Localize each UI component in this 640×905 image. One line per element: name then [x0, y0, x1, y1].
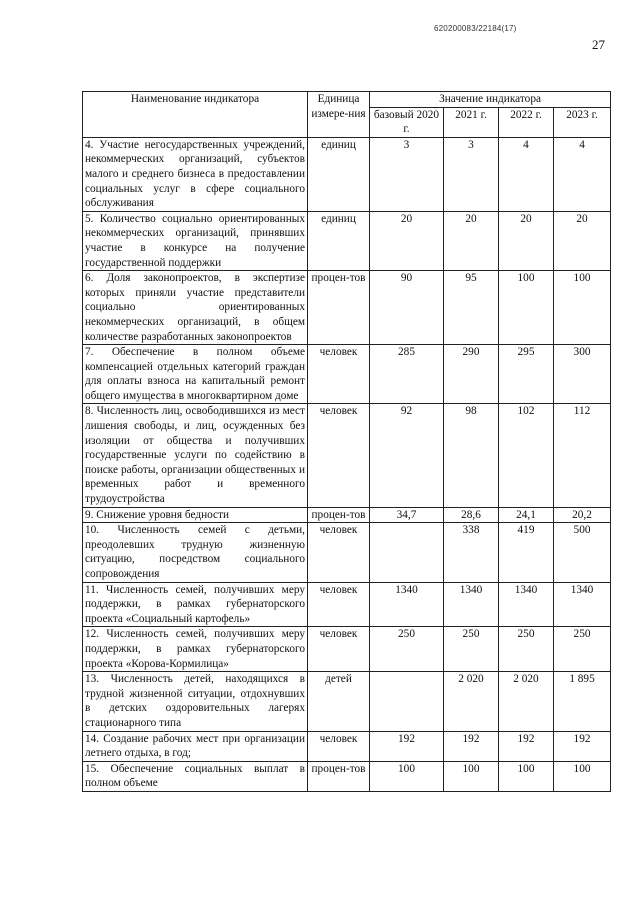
value-2023: 4 — [554, 137, 611, 211]
table-row — [83, 627, 611, 672]
value-2021: 20 — [444, 211, 499, 270]
table-row — [83, 672, 611, 731]
value-2023: 500 — [554, 523, 611, 582]
indicator-name: 12. Численность семей, получивших меру поддержки, в рамках губернаторского проекта «Корова-Кормилица» — [83, 627, 308, 672]
table-row — [83, 582, 611, 627]
header-indicator-name: Наименование индикатора — [83, 92, 308, 138]
value-2021: 192 — [444, 731, 499, 761]
value-2020: 92 — [370, 404, 444, 507]
value-2021: 1340 — [444, 582, 499, 627]
indicator-name: 9. Снижение уровня бедности — [83, 507, 308, 523]
value-2020: 192 — [370, 731, 444, 761]
indicator-name: 8. Численность лиц, освободившихся из мест лишения свободы, и лиц, осужденных без изоляции от общества и получивших государственные услуги по содействию в поиске работы, организации общественных и временных работ и временного трудоустройства — [83, 404, 308, 507]
indicator-unit: человек — [308, 731, 370, 761]
indicator-name: 4. Участие негосударственных учреждений, некоммерческих организаций, субъектов малого и среднего бизнеса в предоставлении социальных услуг в сфере социального обслуживания — [83, 137, 308, 211]
value-2020: 3 — [370, 137, 444, 211]
value-2020: 250 — [370, 627, 444, 672]
value-2020 — [370, 523, 444, 582]
value-2023: 20,2 — [554, 507, 611, 523]
value-2023: 100 — [554, 761, 611, 791]
indicator-name: 5. Количество социально ориентированных некоммерческих организаций, принявших участие в конкурсе на получение государственной поддержки — [83, 211, 308, 270]
value-2022: 100 — [499, 761, 554, 791]
indicator-unit: единиц — [308, 211, 370, 270]
table-row — [83, 523, 611, 582]
page-number: 27 — [592, 37, 605, 52]
value-2020: 285 — [370, 345, 444, 404]
indicator-unit: процен-тов — [308, 761, 370, 791]
value-2022: 102 — [499, 404, 554, 507]
value-2023: 192 — [554, 731, 611, 761]
indicator-unit: детей — [308, 672, 370, 731]
value-2022: 24,1 — [499, 507, 554, 523]
value-2020: 100 — [370, 761, 444, 791]
table-row — [83, 731, 611, 761]
indicator-unit: процен-тов — [308, 271, 370, 345]
header-year-2023: 2023 г. — [554, 107, 611, 137]
indicator-table — [82, 91, 611, 792]
value-2023: 1340 — [554, 582, 611, 627]
value-2021: 338 — [444, 523, 499, 582]
table-row — [83, 507, 611, 523]
value-2023: 250 — [554, 627, 611, 672]
indicator-unit: человек — [308, 404, 370, 507]
value-2021: 2 020 — [444, 672, 499, 731]
table-row — [83, 271, 611, 345]
value-2022: 419 — [499, 523, 554, 582]
table-row — [83, 211, 611, 270]
value-2022: 192 — [499, 731, 554, 761]
value-2020 — [370, 672, 444, 731]
header-year-2022: 2022 г. — [499, 107, 554, 137]
value-2021: 250 — [444, 627, 499, 672]
table-row — [83, 345, 611, 404]
indicator-name: 6. Доля законопроектов, в экспертизе которых приняли участие представители социально ориентированных некоммерческих организаций, в общем количестве разработанных законопроектов — [83, 271, 308, 345]
table-row — [83, 761, 611, 791]
table-header-row — [83, 92, 611, 108]
value-2020: 20 — [370, 211, 444, 270]
indicator-name: 10. Численность семей с детьми, преодолевших трудную жизненную ситуацию, посредством социального сопровождения — [83, 523, 308, 582]
header-unit: Единица измере-ния — [308, 92, 370, 138]
indicator-name: 14. Создание рабочих мест при организации летнего отдыха, в год; — [83, 731, 308, 761]
indicator-name: 7. Обеспечение в полном объеме компенсацией отдельных категорий граждан для оплаты взноса на капитальный ремонт общего имущества в многоквартирном доме — [83, 345, 308, 404]
value-2023: 300 — [554, 345, 611, 404]
value-2020: 90 — [370, 271, 444, 345]
value-2022: 2 020 — [499, 672, 554, 731]
header-year-2021: 2021 г. — [444, 107, 499, 137]
value-2023: 100 — [554, 271, 611, 345]
value-2021: 100 — [444, 761, 499, 791]
value-2021: 95 — [444, 271, 499, 345]
header-value-group: Значение индикатора — [370, 92, 611, 108]
value-2020: 1340 — [370, 582, 444, 627]
indicator-unit: единиц — [308, 137, 370, 211]
table-row — [83, 137, 611, 211]
header-year-base: базовый 2020 г. — [370, 107, 444, 137]
indicator-unit: человек — [308, 345, 370, 404]
value-2022: 1340 — [499, 582, 554, 627]
value-2021: 3 — [444, 137, 499, 211]
value-2022: 295 — [499, 345, 554, 404]
value-2022: 250 — [499, 627, 554, 672]
value-2020: 34,7 — [370, 507, 444, 523]
value-2021: 98 — [444, 404, 499, 507]
indicator-name: 15. Обеспечение социальных выплат в полном объеме — [83, 761, 308, 791]
indicator-unit: человек — [308, 582, 370, 627]
value-2022: 20 — [499, 211, 554, 270]
value-2021: 290 — [444, 345, 499, 404]
indicator-name: 13. Численность детей, находящихся в трудной жизненной ситуации, отдохнувших в детских оздоровительных лагерях стационарного типа — [83, 672, 308, 731]
value-2021: 28,6 — [444, 507, 499, 523]
table-row — [83, 404, 611, 507]
value-2023: 20 — [554, 211, 611, 270]
value-2023: 112 — [554, 404, 611, 507]
indicator-unit: процен-тов — [308, 507, 370, 523]
value-2022: 4 — [499, 137, 554, 211]
indicator-unit: человек — [308, 627, 370, 672]
indicator-unit: человек — [308, 523, 370, 582]
value-2022: 100 — [499, 271, 554, 345]
value-2023: 1 895 — [554, 672, 611, 731]
indicator-name: 11. Численность семей, получивших меру поддержки, в рамках губернаторского проекта «Социальный картофель» — [83, 582, 308, 627]
document-id: 620200083/22184(17) — [434, 24, 517, 33]
